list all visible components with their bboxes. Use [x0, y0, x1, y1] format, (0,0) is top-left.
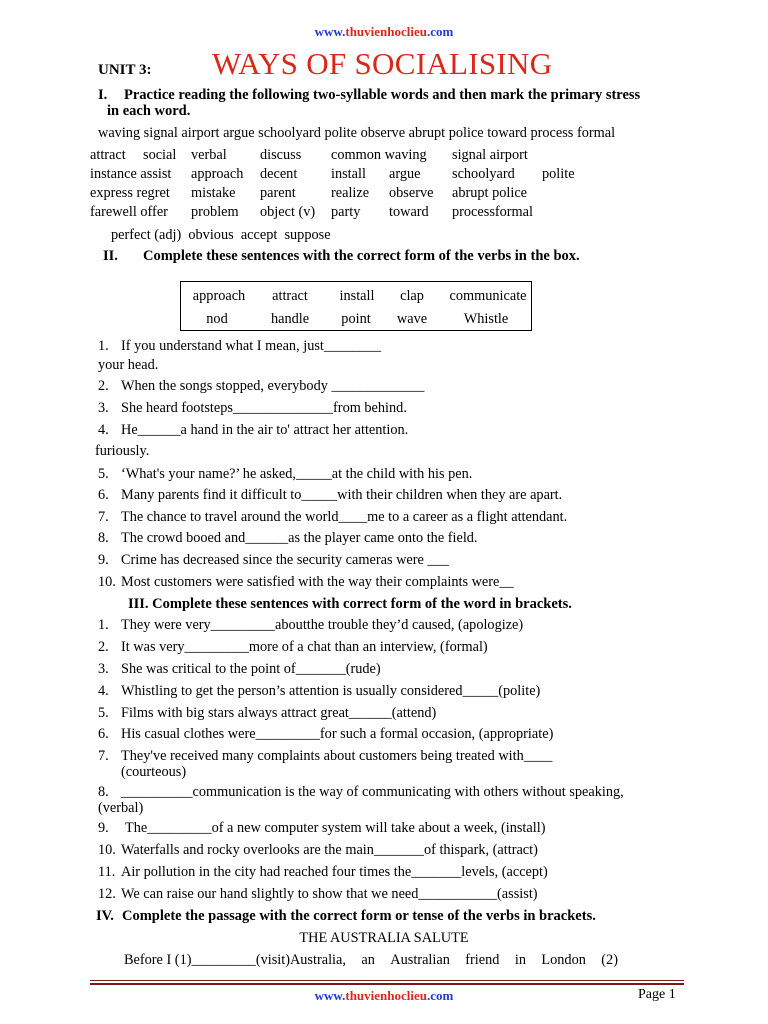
grid-word: schoolyard — [452, 166, 515, 182]
item-number: 7. — [98, 509, 109, 525]
footer-site-link[interactable]: www.thuvienhoclieu.com — [314, 988, 454, 1003]
passage-word: an — [361, 952, 375, 968]
grid-word: polite — [542, 166, 575, 182]
exercise-sentence: Most customers were satisfied with the way their complaints were__ — [121, 574, 514, 590]
verb-box-word: clap — [400, 288, 424, 304]
passage-word: Before I (1)_________(visit)Australia, — [124, 952, 346, 968]
grid-word: toward — [389, 204, 429, 220]
item-number: 2. — [98, 639, 109, 655]
grid-word: observe — [389, 185, 434, 201]
item-number: 1. — [98, 338, 109, 354]
item-number: 2. — [98, 378, 109, 394]
exercise-sentence: The crowd booed and______as the player came onto the field. — [121, 530, 478, 546]
exercise-sentence: They were very_________aboutthe trouble they’d caused, (apologize) — [121, 617, 524, 633]
exercise-sentence-cont: (verbal) — [98, 800, 144, 816]
grid-word: verbal — [191, 147, 227, 163]
item-number: 4. — [98, 683, 109, 699]
exercise-sentence: It was very_________more of a chat than an interview, (formal) — [121, 639, 488, 655]
exercise-sentence: The chance to travel around the world____me to a career as a flight attendant. — [121, 509, 568, 525]
exercise-sentence-cont: your head. — [98, 357, 159, 373]
verb-box — [180, 281, 532, 331]
exercise-sentence: ‘What's your name?’ he asked,_____at the child with his pen. — [121, 466, 473, 482]
section-2-instruction: Complete these sentences with the correct form of the verbs in the box. — [143, 248, 580, 264]
exercise-sentence: His casual clothes were_________for such a formal occasion, (appropriate) — [121, 726, 554, 742]
item-number: 4. — [98, 422, 109, 438]
item-number: 5. — [98, 466, 109, 482]
grid-word: social — [143, 147, 177, 163]
grid-word: instance assist — [90, 166, 172, 182]
grid-word: abrupt police — [452, 185, 528, 201]
section-1-instruction-cont: in each word. — [107, 103, 191, 119]
grid-word: processformal — [452, 204, 533, 220]
item-number: 3. — [98, 661, 109, 677]
verb-box-word: nod — [206, 311, 228, 327]
exercise-sentence: She was critical to the point of_______(rude) — [121, 661, 381, 677]
item-number: 5. — [98, 705, 109, 721]
word-list-line: waving signal airport argue schoolyard polite observe abrupt police toward process formal — [98, 125, 616, 141]
item-number: 11. — [98, 864, 116, 880]
passage-word: (2) — [601, 952, 618, 968]
passage-word: London — [541, 952, 586, 968]
item-number: 9. — [98, 820, 109, 836]
exercise-sentence: When the songs stopped, everybody _____________ — [121, 378, 425, 394]
item-number: 8. — [98, 530, 109, 546]
grid-word: common waving — [331, 147, 427, 163]
grid-word: mistake — [191, 185, 236, 201]
verb-box-word: approach — [192, 288, 246, 304]
grid-word: discuss — [260, 147, 302, 163]
grid-word: realize — [331, 185, 370, 201]
section-4-number: IV. — [96, 908, 114, 924]
grid-word: object (v) — [260, 204, 316, 220]
item-number: 12. — [98, 886, 116, 902]
item-number: 10. — [98, 574, 116, 590]
section-1-instruction: Practice reading the following two-syllable words and then mark the primary stress — [124, 87, 641, 103]
passage-word: friend — [465, 952, 500, 968]
verb-box-word: attract — [272, 288, 308, 304]
passage-word: Australian — [390, 952, 450, 968]
verb-box-word: Whistle — [463, 311, 509, 327]
item-number: 7. — [98, 748, 109, 764]
grid-word: argue — [389, 166, 421, 182]
exercise-sentence: Crime has decreased since the security cameras were ___ — [121, 552, 449, 568]
exercise-sentence: He______a hand in the air to' attract her attention. — [121, 422, 409, 438]
page-number: Page 1 — [638, 987, 676, 1002]
item-number: 8. — [98, 784, 109, 800]
item-number: 9. — [98, 552, 109, 568]
item-number: 3. — [98, 400, 109, 416]
item-number: 6. — [98, 726, 109, 742]
item-number: 10. — [98, 842, 116, 858]
exercise-sentence: The_________of a new computer system will take about a week, (install) — [125, 820, 546, 836]
exercise-sentence-cont: (courteous) — [121, 764, 187, 780]
exercise-sentence: If you understand what I mean, just________ — [121, 338, 382, 354]
exercise-sentence — [121, 748, 617, 765]
word-list-extra: perfect (adj) obvious accept suppose — [111, 227, 331, 243]
footer-rule-thick — [90, 983, 684, 985]
grid-word: problem — [191, 204, 239, 220]
grid-word: signal airport — [452, 147, 528, 163]
section-2-number: II. — [103, 248, 118, 264]
exercise-sentence: Air pollution in the city had reached four times the_______levels, (accept) — [121, 864, 548, 880]
grid-word: party — [331, 204, 361, 220]
section-4-instruction: Complete the passage with the correct form or tense of the verbs in brackets. — [122, 908, 596, 924]
grid-word: express regret — [90, 185, 170, 201]
exercise-sentence: Whistling to get the person’s attention is usually considered_____(polite) — [121, 683, 541, 699]
unit-label: UNIT 3: — [98, 62, 152, 78]
exercise-sentence: Waterfalls and rocky overlooks are the main_______of thispark, (attract) — [121, 842, 538, 858]
verb-box-word: install — [339, 288, 375, 304]
grid-word: decent — [260, 166, 298, 182]
verb-box-word: communicate — [449, 288, 527, 304]
page-title: WAYS OF SOCIALISING — [212, 46, 553, 81]
verb-box-word: handle — [270, 311, 310, 327]
verb-box-word: point — [341, 311, 371, 327]
grid-word: parent — [260, 185, 296, 201]
exercise-sentence: She heard footsteps______________from behind. — [121, 400, 407, 416]
item-number: 1. — [98, 617, 109, 633]
exercise-sentence: We can raise our hand slightly to show that we need___________(assist) — [121, 886, 538, 902]
verb-box-word: wave — [396, 311, 428, 327]
passage-title: THE AUSTRALIA SALUTE — [299, 930, 469, 946]
exercise-sentence-cont: furiously. — [95, 443, 150, 459]
section-1-number: I. — [98, 87, 108, 103]
exercise-sentence: __________communication is the way of communicating with others without speaking, — [121, 784, 624, 800]
exercise-sentence: Many parents find it difficult to_____with their children when they are apart. — [121, 487, 563, 503]
grid-word: attract — [90, 147, 126, 163]
header-site-link[interactable]: www.thuvienhoclieu.com — [314, 24, 454, 39]
item-number: 6. — [98, 487, 109, 503]
footer-rule-thin — [90, 980, 684, 981]
grid-word: approach — [191, 166, 244, 182]
exercise-sentence: Films with big stars always attract great______(attend) — [121, 705, 437, 721]
passage-first-line — [124, 952, 618, 969]
passage-word: in — [514, 952, 526, 968]
grid-word: farewell offer — [90, 204, 168, 220]
section-3-instruction: III. Complete these sentences with correct form of the word in brackets. — [128, 596, 572, 612]
grid-word: install — [331, 166, 366, 182]
sentence-text: They've received many complaints about customers being treated with____ — [121, 748, 553, 764]
